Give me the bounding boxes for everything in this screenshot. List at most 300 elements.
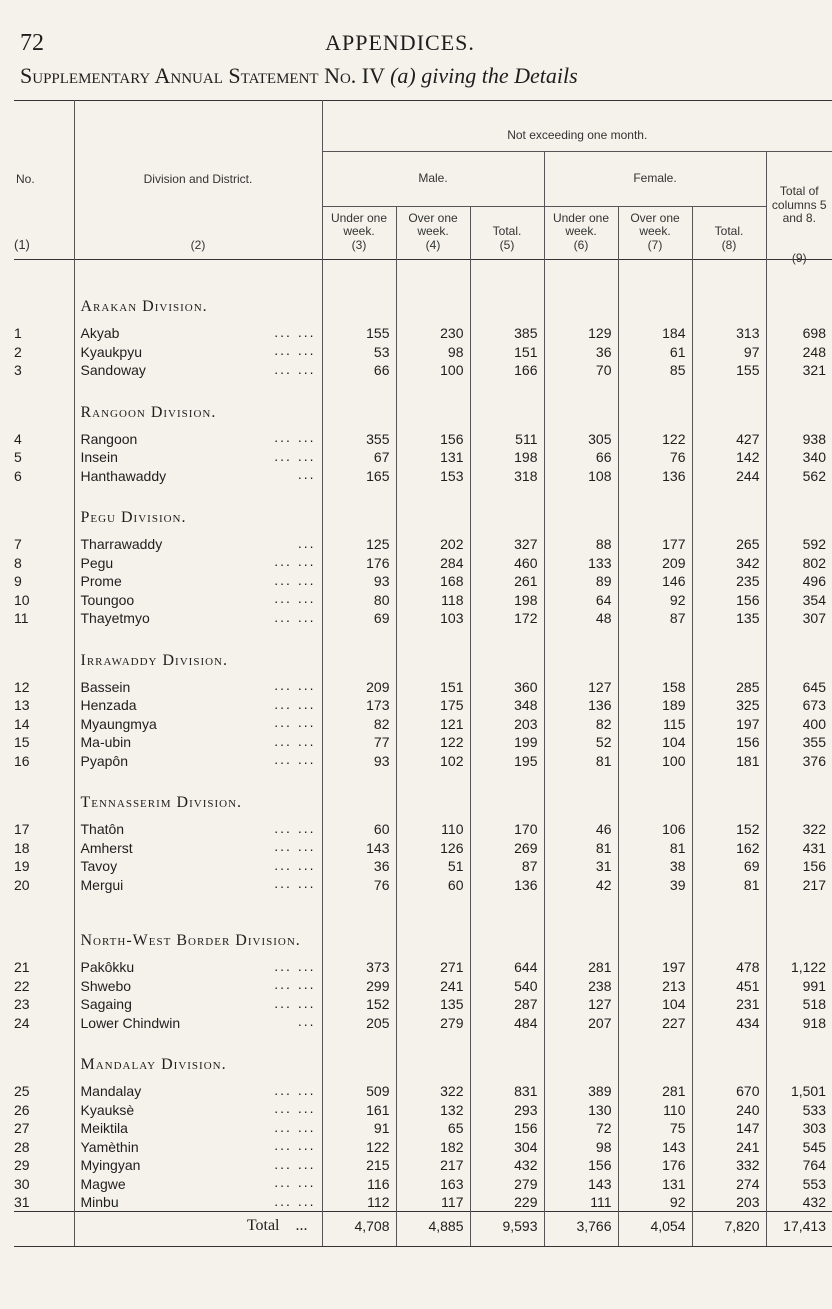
value-cell: 133 [544,553,618,572]
header-female-total [692,207,766,260]
row-number: 26 [14,1101,30,1118]
row-number: 17 [14,821,30,838]
col-number-4: (4) [425,238,441,253]
value-cell: 172 [470,609,544,628]
division-empty-cell [396,274,470,324]
row-number: 20 [14,876,30,893]
value-cell: 81 [692,875,766,894]
value-cell: 355 [766,733,832,752]
statement-table [14,100,832,1247]
value-cell: 360 [470,677,544,696]
value-cell: 322 [396,1082,470,1101]
value-cell: 432 [766,1193,832,1212]
leader-dots: ... ... [274,819,316,836]
col-number-7: (7) [647,238,663,253]
value-cell: 53 [322,342,396,361]
value-cell: 484 [470,1013,544,1032]
value-cell: 65 [396,1119,470,1138]
table-row [14,1100,832,1119]
value-cell: 48 [544,609,618,628]
value-cell: 198 [470,590,544,609]
district-name: Shwebo [80,977,132,994]
value-cell: 230 [396,324,470,343]
district-cell [74,751,322,770]
leader-dots: ... ... [274,608,316,625]
value-cell: 673 [766,696,832,715]
header-male-under-label: Under one week. [330,210,388,239]
value-cell: 340 [766,448,832,467]
district-name: Pyapôn [80,752,128,769]
value-cell: 918 [766,1013,832,1032]
value-cell: 98 [544,1137,618,1156]
value-cell: 103 [396,609,470,628]
division-empty-cell [322,274,396,324]
value-cell: 152 [692,820,766,839]
district-cell [74,1174,322,1193]
bottom-cell [14,1240,74,1247]
value-cell: 51 [396,857,470,876]
district-name: Tharrawaddy [80,536,163,553]
table-row [14,875,832,894]
row-number: 22 [14,977,30,994]
value-cell: 153 [396,466,470,485]
division-empty-cell [396,379,470,429]
row-number: 14 [14,715,30,732]
leader-dots: ... ... [274,323,316,340]
value-cell: 127 [544,995,618,1014]
district-name: Kyauksè [80,1101,135,1118]
table-row [14,324,832,343]
table-row [14,696,832,715]
value-cell: 400 [766,714,832,733]
district-cell [74,677,322,696]
division-empty-cell [618,1032,692,1082]
leader-dots: ... ... [274,1174,316,1191]
division-empty-cell [692,379,766,429]
header-male: Male. [322,152,544,207]
title-main: Supplementary Annual Statement No. IV [20,63,385,88]
leader-dots: ... ... [274,677,316,694]
division-empty-cell [692,627,766,677]
value-cell: 110 [618,1100,692,1119]
value-cell: 143 [544,1174,618,1193]
value-cell: 281 [544,958,618,977]
table-row [14,995,832,1014]
district-cell [74,324,322,343]
bottom-cell [470,1240,544,1247]
value-cell: 77 [322,733,396,752]
table-row [14,733,832,752]
district-cell [74,820,322,839]
table-row [14,677,832,696]
row-number: 4 [14,430,22,447]
district-cell [74,875,322,894]
row-number: 31 [14,1194,30,1211]
value-cell: 434 [692,1013,766,1032]
value-cell: 203 [470,714,544,733]
leader-dots: ... ... [274,994,316,1011]
division-empty-cell [544,627,618,677]
row-number: 12 [14,678,30,695]
division-empty-cell [322,379,396,429]
total-value-cell: 3,766 [544,1212,618,1241]
value-cell: 131 [618,1174,692,1193]
leader-dots: ... ... [274,856,316,873]
district-cell [74,1119,322,1138]
value-cell: 195 [470,751,544,770]
district-name: Insein [80,449,118,466]
bottom-cell [322,1240,396,1247]
value-cell: 38 [618,857,692,876]
division-empty-cell [766,894,832,958]
value-cell: 104 [618,733,692,752]
value-cell: 110 [396,820,470,839]
district-name: Kyaukpyu [80,343,142,360]
running-head: APPENDICES. [325,30,475,55]
table-row [14,1193,832,1212]
division-empty-cell [470,1032,544,1082]
value-cell: 166 [470,361,544,380]
col-number-8: (8) [721,238,737,253]
value-cell: 98 [396,342,470,361]
value-cell: 533 [766,1100,832,1119]
leader-dots: ... ... [274,714,316,731]
value-cell: 162 [692,838,766,857]
table-body [14,274,832,1247]
total-value-cell: 4,885 [396,1212,470,1241]
division-name: Mandalay Division. [74,1032,322,1082]
table-row [14,361,832,380]
district-cell [74,733,322,752]
col-number-2: (2) [74,207,322,260]
leader-dots: ... ... [274,1155,316,1172]
division-no-cell [14,627,74,677]
table-row [14,976,832,995]
value-cell: 511 [470,429,544,448]
district-name: Yamèthin [80,1138,139,1155]
division-empty-cell [396,1032,470,1082]
value-cell: 156 [396,429,470,448]
division-empty-cell [618,379,692,429]
value-cell: 432 [470,1156,544,1175]
value-cell: 129 [544,324,618,343]
division-empty-cell [470,274,544,324]
total-value-cell: 4,054 [618,1212,692,1241]
bottom-cell [618,1240,692,1247]
division-empty-cell [322,1032,396,1082]
value-cell: 299 [322,976,396,995]
division-no-cell [14,379,74,429]
value-cell: 303 [766,1119,832,1138]
total-value-cell: 4,708 [322,1212,396,1241]
table-row [14,958,832,977]
district-name: Sagaing [80,996,132,1013]
table-row [14,609,832,628]
leader-dots: ... ... [274,1081,316,1098]
division-empty-cell [766,1032,832,1082]
district-name: Ma-ubin [80,734,132,751]
value-cell: 207 [544,1013,618,1032]
row-number: 15 [14,734,30,751]
value-cell: 151 [470,342,544,361]
value-cell: 132 [396,1100,470,1119]
value-cell: 197 [618,958,692,977]
row-number: 3 [14,362,22,379]
leader-dots: ... [297,534,316,551]
value-cell: 92 [618,590,692,609]
division-empty-cell [692,894,766,958]
district-name: Mergui [80,876,124,893]
value-cell: 203 [692,1193,766,1212]
value-cell: 215 [322,1156,396,1175]
header-female-under [544,207,618,260]
value-cell: 161 [322,1100,396,1119]
value-cell: 81 [544,838,618,857]
value-cell: 60 [396,875,470,894]
division-empty-cell [766,770,832,820]
row-number: 16 [14,752,30,769]
value-cell: 240 [692,1100,766,1119]
value-cell: 355 [322,429,396,448]
district-name: Lower Chindwin [80,1014,181,1031]
district-name: Toungoo [80,591,135,608]
value-cell: 76 [618,448,692,467]
col-number-3: (3) [351,238,367,253]
value-cell: 279 [396,1013,470,1032]
district-cell [74,857,322,876]
header-female-total-label: Total. [714,224,744,239]
total-no-cell [14,1212,74,1241]
row-number: 13 [14,697,30,714]
value-cell: 69 [692,857,766,876]
leader-dots: ... ... [274,553,316,570]
header-female: Female. [544,152,766,207]
value-cell: 451 [692,976,766,995]
division-name: Irrawaddy Division. [74,627,322,677]
value-cell: 1,501 [766,1082,832,1101]
district-cell [74,535,322,554]
division-empty-cell [692,274,766,324]
value-cell: 156 [692,733,766,752]
row-number: 9 [14,573,22,590]
district-cell [74,590,322,609]
leader-dots: ... ... [274,838,316,855]
value-cell: 670 [692,1082,766,1101]
value-cell: 100 [396,361,470,380]
header-female-over [618,207,692,260]
value-cell: 389 [544,1082,618,1101]
value-cell: 205 [322,1013,396,1032]
district-name: Rangoon [80,430,138,447]
value-cell: 322 [766,820,832,839]
total-label: Total [246,1217,280,1235]
table-row [14,751,832,770]
division-name: Rangoon Division. [74,379,322,429]
value-cell: 156 [766,857,832,876]
value-cell: 64 [544,590,618,609]
header-female-under-label: Under one week. [552,210,610,239]
value-cell: 122 [322,1137,396,1156]
value-cell: 76 [322,875,396,894]
value-cell: 553 [766,1174,832,1193]
value-cell: 327 [470,535,544,554]
col-number-9-label: (9) [791,251,807,265]
value-cell: 764 [766,1156,832,1175]
division-heading-row [14,770,832,820]
value-cell: 354 [766,590,832,609]
value-cell: 156 [470,1119,544,1138]
value-cell: 271 [396,958,470,977]
division-empty-cell [470,627,544,677]
district-cell [74,1013,322,1032]
division-empty-cell [470,770,544,820]
division-empty-cell [766,627,832,677]
row-number: 6 [14,467,22,484]
value-cell: 540 [470,976,544,995]
division-empty-cell [396,770,470,820]
row-number: 1 [14,325,22,342]
value-cell: 287 [470,995,544,1014]
table-row [14,1082,832,1101]
row-number: 19 [14,858,30,875]
row-number: 30 [14,1175,30,1192]
value-cell: 644 [470,958,544,977]
value-cell: 170 [470,820,544,839]
row-number: 27 [14,1120,30,1137]
value-cell: 802 [766,553,832,572]
total-label-cell [74,1212,322,1241]
value-cell: 269 [470,838,544,857]
value-cell: 173 [322,696,396,715]
district-cell [74,466,322,485]
district-cell [74,1082,322,1101]
value-cell: 213 [618,976,692,995]
division-name: Tennasserim Division. [74,770,322,820]
bottom-cell [766,1240,832,1247]
total-value-cell: 7,820 [692,1212,766,1241]
value-cell: 125 [322,535,396,554]
district-name: Meiktila [80,1120,128,1137]
division-empty-cell [544,894,618,958]
leader-dots: ... ... [274,1192,316,1209]
value-cell: 60 [322,820,396,839]
value-cell: 431 [766,838,832,857]
value-cell: 281 [618,1082,692,1101]
value-cell: 97 [692,342,766,361]
district-name: Akyab [80,325,120,342]
table-bottom-rule [14,1240,832,1247]
division-empty-cell [322,485,396,535]
district-cell [74,838,322,857]
value-cell: 66 [544,448,618,467]
bottom-cell [74,1240,322,1247]
division-empty-cell [618,627,692,677]
value-cell: 478 [692,958,766,977]
col-number-6: (6) [573,238,589,253]
value-cell: 126 [396,838,470,857]
district-cell [74,1137,322,1156]
value-cell: 163 [396,1174,470,1193]
value-cell: 217 [766,875,832,894]
value-cell: 82 [322,714,396,733]
district-name: Thayetmyo [80,610,150,627]
col-number-5: (5) [499,238,515,253]
division-empty-cell [322,770,396,820]
table-row [14,535,832,554]
district-cell [74,572,322,591]
header-division: Division and District. [74,101,322,207]
value-cell: 938 [766,429,832,448]
value-cell: 209 [618,553,692,572]
value-cell: 241 [692,1137,766,1156]
value-cell: 592 [766,535,832,554]
value-cell: 325 [692,696,766,715]
value-cell: 136 [544,696,618,715]
value-cell: 31 [544,857,618,876]
header-no: No. [16,171,35,186]
value-cell: 67 [322,448,396,467]
value-cell: 155 [322,324,396,343]
leader-dots: ... ... [274,590,316,607]
value-cell: 104 [618,995,692,1014]
value-cell: 496 [766,572,832,591]
division-no-cell [14,1032,74,1082]
division-empty-cell [692,1032,766,1082]
value-cell: 88 [544,535,618,554]
division-empty-cell [766,485,832,535]
value-cell: 509 [322,1082,396,1101]
value-cell: 108 [544,466,618,485]
division-empty-cell [618,894,692,958]
district-name: Pegu [80,554,114,571]
district-cell [74,361,322,380]
row-number: 29 [14,1157,30,1174]
district-name: Mandalay [80,1083,142,1100]
value-cell: 42 [544,875,618,894]
value-cell: 198 [470,448,544,467]
division-empty-cell [322,627,396,677]
bottom-cell [396,1240,470,1247]
value-cell: 117 [396,1193,470,1212]
division-empty-cell [396,894,470,958]
division-empty-cell [396,627,470,677]
value-cell: 111 [544,1193,618,1212]
value-cell: 151 [396,677,470,696]
value-cell: 92 [618,1193,692,1212]
value-cell: 165 [322,466,396,485]
value-cell: 100 [618,751,692,770]
leader-dots: ... ... [274,875,316,892]
header-period: Not exceeding one month. [322,101,832,152]
division-empty-cell [766,379,832,429]
header-total-cols: Total of columns 5 and 8. [766,152,832,260]
district-name: Magwe [80,1175,126,1192]
value-cell: 184 [618,324,692,343]
district-cell [74,995,322,1014]
value-cell: 991 [766,976,832,995]
division-empty-cell [692,485,766,535]
district-cell [74,714,322,733]
value-cell: 261 [470,572,544,591]
col-number-9 [766,251,832,274]
value-cell: 135 [692,609,766,628]
division-empty-cell [618,770,692,820]
value-cell: 197 [692,714,766,733]
district-cell [74,342,322,361]
page-number: 72 [20,30,44,56]
row-number: 18 [14,839,30,856]
division-heading-row [14,274,832,324]
